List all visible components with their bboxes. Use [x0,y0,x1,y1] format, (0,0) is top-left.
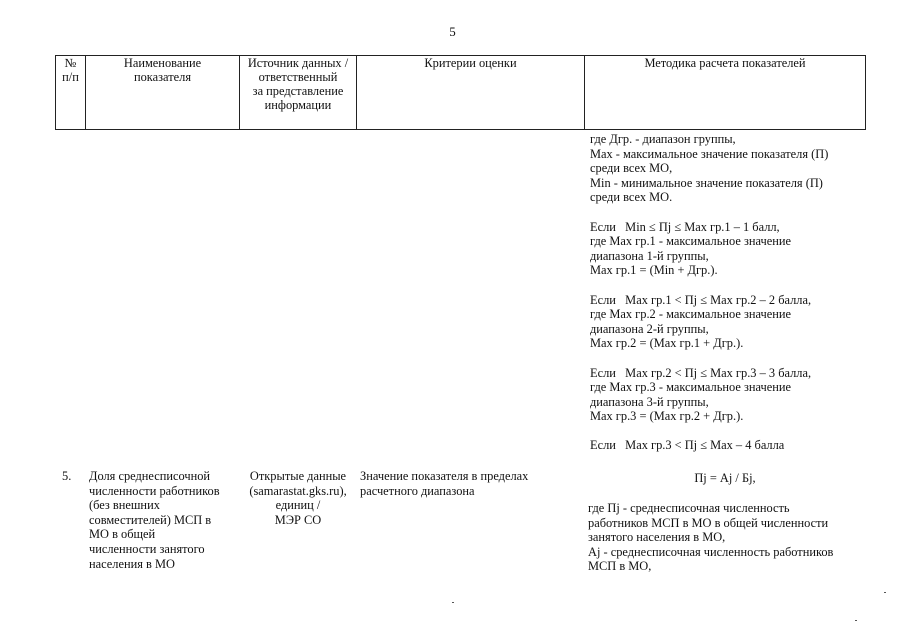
scan-speck [884,592,886,593]
row5-name: Доля среднесписочной численности работников (без внешних совместителей) МСП в МО в общей численности занятого населения в МО [89,469,220,571]
method-line: среди всех МО. [590,190,673,205]
method-line: Min - минимальное значение показателя (П) [590,175,823,190]
method-line: где Max гр.3 - максимальное значение [590,380,791,395]
method-line: диапазона 1-й группы, [590,248,709,263]
method-line [590,278,828,293]
header-col-name: Наименование показателя [86,56,240,129]
method-line: диапазона 2-й группы, [590,321,709,336]
method-line [590,205,828,220]
method-line: диапазона 3-й группы, [590,394,709,409]
method-line: Max гр.1 = (Min + Дгр.). [590,263,718,278]
scan-speck [452,602,454,603]
method-line: где Max гр.1 - максимальное значение [590,234,791,249]
method-line [590,424,828,439]
scan-speck [855,620,857,621]
row5-source: Открытые данные (samarastat.gks.ru), единиц / МЭР СО [249,469,347,527]
method-line: Если Min ≤ Пj ≤ Max гр.1 – 1 балл, [590,219,780,234]
method-line: Если Max гр.2 < Пj ≤ Max гр.3 – 3 балла, [590,365,812,380]
method-line: Если Max гр.3 < Пj ≤ Max – 4 балла [590,438,785,453]
method-line: где Max гр.2 - максимальное значение [590,307,791,322]
method-line: среди всех МО, [590,161,673,176]
method-line: Если Max гр.1 < Пj ≤ Max гр.2 – 2 балла, [590,292,812,307]
page-number: 5 [449,24,456,39]
method-continued [590,132,828,453]
row5-formula: Пj = Аj / Бj, [694,471,756,485]
header-col-criteria: Критерии оценки [357,56,585,129]
row5-number: 5. [62,469,72,483]
method-line: Max - максимальное значение показателя (П) [590,146,829,161]
method-line: где Дгр. - диапазон группы, [590,132,736,146]
method-line: Max гр.2 = (Max гр.1 + Дгр.). [590,336,744,351]
method-line: Max гр.3 = (Max гр.2 + Дгр.). [590,409,744,424]
row5-method: где Пj - среднесписочная численность работников МСП в МО в общей численности занятого населения в МО, Аj - среднесписочная численность работников МСП в МО, [588,501,834,574]
method-line [590,351,828,366]
row5-criteria: Значение показателя в пределах расчетного диапазона [360,469,529,498]
header-col-number: № п/п [56,56,86,129]
table-header [55,55,866,130]
header-col-method: Методика расчета показателей [644,56,806,70]
header-col-source: Источник данных / ответственный за представление информации [240,56,357,129]
